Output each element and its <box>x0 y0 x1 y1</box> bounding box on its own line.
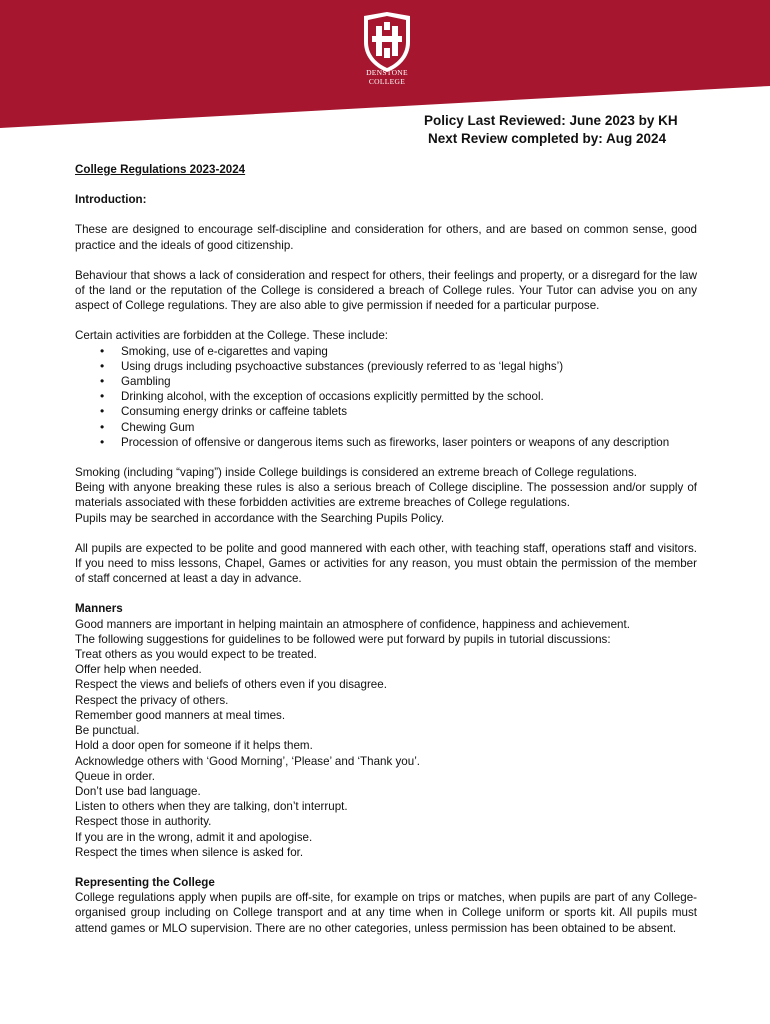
list-item: Listen to others when they are talking, don’t interrupt. <box>75 800 348 814</box>
wordmark-line1: DENSTONE <box>366 68 408 77</box>
list-item: Be punctual. <box>75 724 140 738</box>
next-review: Next Review completed by: Aug 2024 <box>428 131 667 146</box>
list-item: • Smoking, use of e-cigarettes and vaping <box>75 344 697 359</box>
representing-heading: Representing the College <box>75 875 215 889</box>
wordmark-line2: COLLEGE <box>368 77 406 86</box>
list-item: Hold a door open for someone if it helps them. <box>75 739 313 753</box>
manners-heading: Manners <box>75 602 123 616</box>
list-item: Queue in order. <box>75 769 155 783</box>
list-item: • Gambling <box>75 374 697 389</box>
smoking-paragraph-1: Smoking (including “vaping”) inside College buildings is considered an extreme breach of College regulations. <box>75 466 637 480</box>
smoking-paragraph-3: Pupils may be searched in accordance with the Searching Pupils Policy. <box>75 511 445 525</box>
list-item: • Chewing Gum <box>75 420 697 435</box>
manners-intro-1: Good manners are important in helping maintain an atmosphere of confidence, happiness and achievement. <box>75 617 630 631</box>
document-title: College Regulations 2023-2024 <box>75 163 246 176</box>
list-item: Respect the views and beliefs of others even if you disagree. <box>75 678 387 692</box>
list-item: Acknowledge others with ‘Good Morning’, ‘Please’ and ‘Thank you’. <box>75 754 420 768</box>
polite-paragraph: All pupils are expected to be polite and good mannered with each other, with teaching staff, operations staff and visitors. If you need to miss lessons, Chapel, Games or activities for any reason, you must obtain the permission of the member of staff concerned at least a day in advance. <box>75 541 697 586</box>
list-item: Remember good manners at meal times. <box>75 708 286 722</box>
list-item: If you are in the wrong, admit it and apologise. <box>75 830 313 844</box>
last-reviewed: Policy Last Reviewed: June 2023 by KH <box>424 113 678 128</box>
forbidden-list <box>75 344 697 450</box>
list-item: Offer help when needed. <box>75 663 202 677</box>
manners-list <box>75 647 697 860</box>
list-item: Treat others as you would expect to be treated. <box>75 648 317 662</box>
representing-paragraph: College regulations apply when pupils are off-site, for example on trips or matches, when pupils are part of any College-organised group including on College transport and at any time when in College uniform or sports kit. All pupils must attend games or MLO supervision. There are no other categories, unless permission has been obtained to be absent. <box>75 891 697 935</box>
list-item: • Drinking alcohol, with the exception of occasions explicitly permitted by the school. <box>75 389 697 404</box>
forbidden-intro: Certain activities are forbidden at the College. These include: <box>75 329 388 343</box>
list-item: • Using drugs including psychoactive substances (previously referred to as ‘legal highs’) <box>75 359 697 374</box>
college-crest-logo <box>358 12 416 74</box>
list-item: Don’t use bad language. <box>75 784 201 798</box>
document-body <box>75 162 697 936</box>
intro-heading: Introduction: <box>75 193 147 207</box>
intro-paragraph-1: These are designed to encourage self-discipline and consideration for others, and are based on common sense, good practice and the ideals of good citizenship. <box>75 223 697 252</box>
list-item: Respect those in authority. <box>75 815 212 829</box>
list-item: • Procession of offensive or dangerous items such as fireworks, laser pointers or weapons of any description <box>75 435 697 450</box>
intro-paragraph-2: Behaviour that shows a lack of consideration and respect for others, their feelings and property, or a disregard for the law of the land or the reputation of the College is considered a breach of College rules. Your Tutor can advise you on any aspect of College regulations. They are also able to give permission if needed for a particular purpose. <box>75 268 697 313</box>
smoking-paragraph-2: Being with anyone breaking these rules is also a serious breach of College discipline. The possession and/or supply of materials associated with these forbidden activities are extreme breaches of College regulations. <box>75 481 697 510</box>
review-info <box>424 112 678 148</box>
college-wordmark <box>340 68 434 86</box>
list-item: • Consuming energy drinks or caffeine tablets <box>75 404 697 419</box>
manners-intro-2: The following suggestions for guidelines to be followed were put forward by pupils in tutorial discussions: <box>75 632 611 646</box>
list-item: Respect the times when silence is asked for. <box>75 845 304 859</box>
list-item: Respect the privacy of others. <box>75 693 229 707</box>
